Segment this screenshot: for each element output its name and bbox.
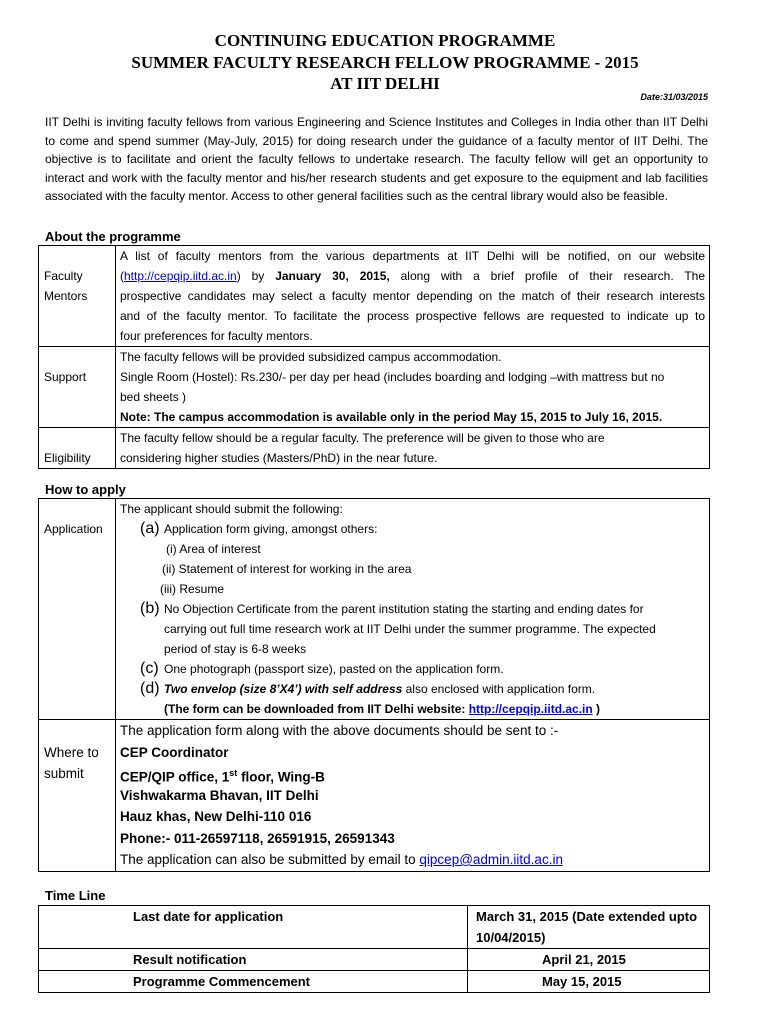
timeline-row [39, 971, 710, 993]
timeline-table [38, 905, 710, 993]
timeline-label: Last date for application [39, 906, 468, 949]
eligibility-label: Eligibility [39, 428, 116, 469]
faculty-mentors-label: Faculty Mentors [39, 246, 116, 347]
eligibility-row [39, 428, 710, 469]
download-note: (The form can be downloaded from IIT Delhi website: http://cepqip.iitd.ac.in ) [164, 702, 601, 716]
timeline-label: Result notification [39, 949, 468, 971]
timeline-row [39, 949, 710, 971]
support-text: The faculty fellows will be provided subsidized campus accommodation. Single Room (Hostel): Rs.230/- per day per head (includes boarding and lodging –with mattress but no bed sheets ) Note: The campus accommodation is available only in the period May 15, 2015 to July 16, 2015. [116, 347, 710, 428]
document-date: Date:31/03/2015 [640, 92, 708, 102]
timeline-heading: Time Line [45, 888, 106, 903]
email-link[interactable]: qipcep@admin.iitd.ac.in [419, 852, 563, 867]
where-to-submit-row [39, 720, 710, 872]
timeline-value: April 21, 2015 [468, 949, 710, 971]
cepqip-website-link[interactable]: http://cepqip.iitd.ac.in [124, 269, 237, 283]
programme-subtitle: SUMMER FACULTY RESEARCH FELLOW PROGRAMME - 2015 [131, 53, 639, 72]
how-to-apply-heading: How to apply [45, 482, 126, 497]
faculty-mentors-text: A list of faculty mentors from the various departments at IIT Delhi will be notified, on our website (http://cepqip.iitd.ac.in) by January 30, 2015, along with a brief profile of their research. The prospective candidates may select a faculty mentor depending on the match of their research interests and of the faculty mentor. To facilitate the process prospective fellows are requested to indicate up to four preferences for faculty mentors. [116, 246, 710, 347]
timeline-label: Programme Commencement [39, 971, 468, 993]
application-label: Application [39, 499, 116, 720]
download-form-link[interactable]: http://cepqip.iitd.ac.in [468, 702, 593, 716]
where-to-submit-text: The application form along with the above documents should be sent to :- CEP Coordinator CEP/QIP office, 1st floor, Wing-B Vishwakarma Bhavan, IIT Delhi Hauz khas, New Delhi-110 016 Phone:- 011-26597118, 26591915, 26591343 The application can also be submitted by email to qipcep@admin.iitd.ac.in [116, 720, 710, 872]
faculty-mentors-row [39, 246, 710, 347]
support-row [39, 347, 710, 428]
about-table [38, 245, 710, 469]
programme-location: AT IIT DELHI [330, 74, 440, 93]
intro-paragraph: IIT Delhi is inviting faculty fellows from various Engineering and Science Institutes and Colleges in India other than IIT Delhi to come and spend summer (May-July, 2015) for doing research under the guidance of a faculty mentor of IIT Delhi. The objective is to facilitate and orient the faculty fellows to undertake research. The faculty fellow will get an opportunity to interact and work with the faculty mentor and his/her research students and get exposure to the equipment and lab facilities associated with the faculty mentor. Access to other general facilities such as the central library would also be feasible. [45, 115, 708, 203]
eligibility-text: The faculty fellow should be a regular faculty. The preference will be given to those who are considering higher studies (Masters/PhD) in the near future. [116, 428, 710, 469]
programme-title: CONTINUING EDUCATION PROGRAMME [214, 31, 556, 50]
support-label: Support [39, 347, 116, 428]
timeline-value: March 31, 2015 (Date extended upto 10/04/2015) [468, 906, 710, 949]
accommodation-note: Note: The campus accommodation is available only in the period May 15, 2015 to July 16, 2015. [120, 410, 663, 424]
where-to-submit-label: Where to submit [39, 720, 116, 872]
application-text: The applicant should submit the following: (a) Application form giving, amongst others: (i) Area of interest (ii) Statement of interest for working in the area (iii) Resume (b) No Objection Certificate from the parent institution stating the starting and ending dates for carrying out full time research work at IIT Delhi under the summer programme. The expected period of stay is 6-8 weeks (c) One photograph (passport size), pasted on the application form. (d) Two envelop (size 8’X4’) with self address also enclosed with application form. (The form can be downloaded from IIT Delhi website: http://cepqip.iitd.ac.in ) [116, 499, 710, 720]
timeline-value: May 15, 2015 [468, 971, 710, 993]
timeline-row [39, 906, 710, 949]
about-heading: About the programme [45, 229, 181, 244]
application-row [39, 499, 710, 720]
apply-table [38, 498, 710, 872]
